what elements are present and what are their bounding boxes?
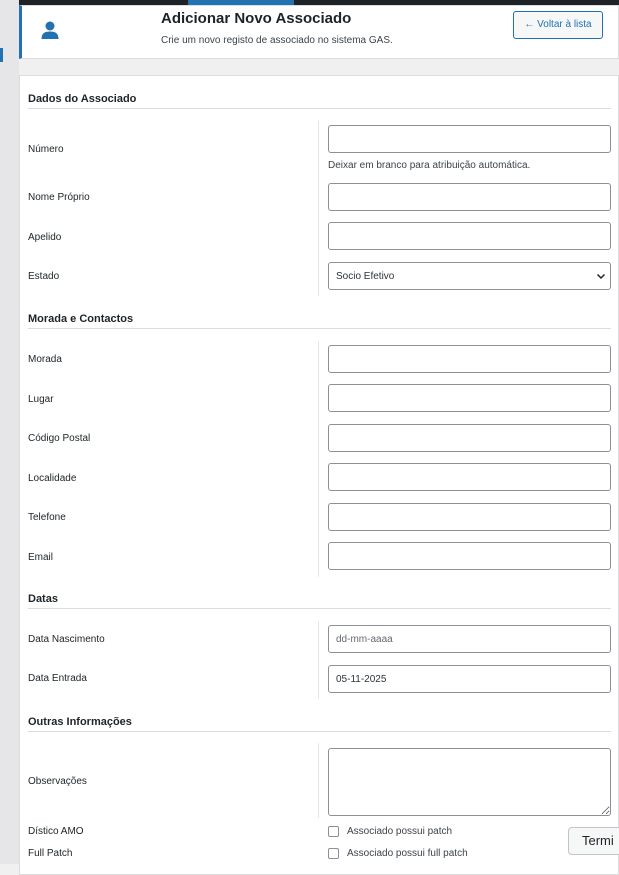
- distico-label: Dístico AMO: [28, 826, 84, 837]
- terminal-tab[interactable]: Termi: [568, 827, 619, 855]
- lugar-label: Lugar: [28, 394, 54, 405]
- morada-label: Morada: [28, 354, 62, 365]
- column-separator: [318, 621, 319, 699]
- page-title: Adicionar Novo Associado: [161, 10, 352, 27]
- observacoes-label: Observações: [28, 776, 87, 787]
- section-divider: [28, 328, 611, 329]
- section-divider: [28, 108, 611, 109]
- nome-label: Nome Próprio: [28, 192, 90, 203]
- section-title-datas: Datas: [28, 593, 58, 605]
- telefone-input[interactable]: [328, 503, 611, 531]
- email-input[interactable]: [328, 542, 611, 570]
- morada-input[interactable]: [328, 345, 611, 373]
- codigo-postal-input[interactable]: [328, 424, 611, 452]
- section-title-outras: Outras Informações: [28, 716, 132, 728]
- data-nascimento-label: Data Nascimento: [28, 634, 105, 645]
- numero-label: Número: [28, 144, 64, 155]
- section-title-dados: Dados do Associado: [28, 93, 137, 105]
- section-divider: [28, 608, 611, 609]
- full-patch-checkbox[interactable]: [328, 848, 339, 859]
- apelido-input[interactable]: [328, 222, 611, 250]
- nome-input[interactable]: [328, 183, 611, 211]
- apelido-label: Apelido: [28, 232, 62, 243]
- lugar-input[interactable]: [328, 384, 611, 412]
- back-to-list-button[interactable]: ← Voltar à lista: [513, 11, 603, 39]
- column-separator: [318, 341, 319, 577]
- estado-label: Estado: [28, 271, 60, 282]
- section-divider: [28, 731, 611, 732]
- numero-input[interactable]: [328, 125, 611, 153]
- email-label: Email: [28, 552, 54, 563]
- localidade-label: Localidade: [28, 473, 77, 484]
- codigo-postal-label: Código Postal: [28, 433, 91, 444]
- admin-sidebar-edge: [0, 0, 19, 864]
- section-title-morada: Morada e Contactos: [28, 313, 134, 325]
- full-patch-checkbox-label[interactable]: Associado possui full patch: [347, 848, 468, 859]
- associate-form: [19, 75, 619, 875]
- distico-checkbox-label[interactable]: Associado possui patch: [347, 826, 453, 837]
- column-separator: [318, 121, 319, 296]
- telefone-label: Telefone: [28, 512, 66, 523]
- data-entrada-input[interactable]: [328, 665, 611, 693]
- page-header: [19, 5, 619, 59]
- numero-description: Deixar em branco para atribuição automática.: [328, 160, 531, 171]
- user-icon: [39, 19, 61, 41]
- data-nascimento-input[interactable]: [328, 625, 611, 653]
- full-patch-label: Full Patch: [28, 848, 73, 859]
- sidebar-active-notch: [0, 48, 3, 62]
- column-separator: [318, 743, 319, 818]
- localidade-input[interactable]: [328, 463, 611, 491]
- page-subtitle: Crie um novo registo de associado no sistema GAS.: [161, 35, 393, 46]
- data-entrada-label: Data Entrada: [28, 673, 87, 684]
- observacoes-textarea[interactable]: [328, 748, 611, 816]
- estado-select[interactable]: [328, 262, 611, 290]
- distico-checkbox[interactable]: [328, 826, 339, 837]
